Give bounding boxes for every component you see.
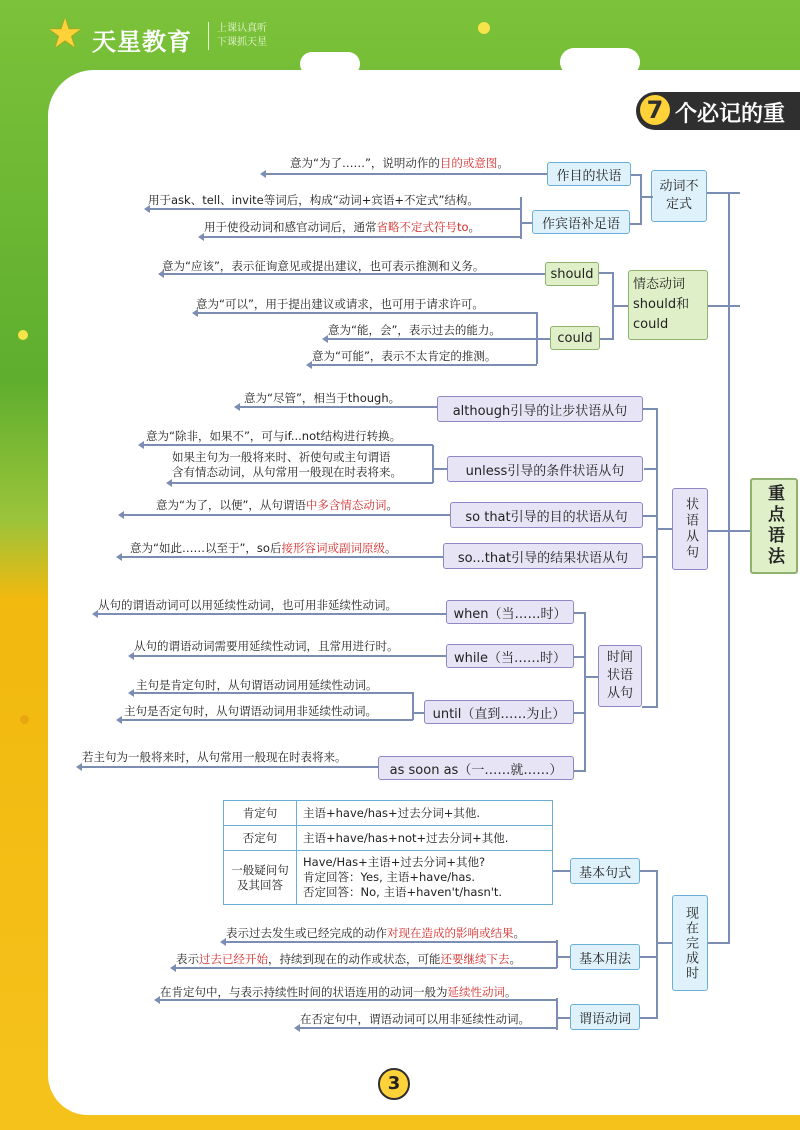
- note-text: [226, 925, 525, 941]
- present-perfect-label: 现在完成时: [683, 905, 698, 981]
- connector-line: [432, 468, 447, 470]
- adverbial-node: [672, 488, 708, 570]
- note-text: [204, 219, 480, 235]
- connector-line: [640, 956, 658, 958]
- should-node: should: [545, 262, 599, 286]
- note-underline-arrow: [236, 406, 437, 408]
- modal-label: 情态动词should和could: [633, 277, 690, 332]
- connector-line: [642, 556, 658, 558]
- connector-line: [630, 223, 642, 225]
- predicate-verb-node: 谓语动词: [570, 1004, 640, 1030]
- note-text: 主句是否定句时，从句谓语动词用非延续性动词。: [124, 704, 377, 718]
- table-cell: 主语+have/has+not+过去分词+其他.: [297, 826, 553, 851]
- connector-line: [640, 174, 642, 224]
- connector-line: [641, 196, 653, 198]
- note-underline-arrow: [78, 766, 378, 768]
- so-that-result-node: so...that引导的结果状语从句: [443, 543, 643, 569]
- note-part: 。: [468, 220, 481, 234]
- until-node: until（直到……为止）: [424, 700, 574, 724]
- note-underline-arrow: [160, 273, 545, 275]
- connector-line: [640, 870, 658, 872]
- note-part: 意为“为了，以便”，从句谓语: [156, 498, 306, 512]
- unless-node: unless引导的条件状语从句: [447, 456, 643, 482]
- note-text: 意为“尽管”，相当于though。: [244, 391, 401, 405]
- note-text: [176, 951, 521, 967]
- note-highlight: 省略不定式符号to: [376, 220, 469, 234]
- basic-usage-node: 基本用法: [570, 944, 640, 970]
- as-soon-as-node: as soon as（一……就……）: [378, 756, 574, 780]
- page-title: 个必记的重: [675, 102, 786, 127]
- note-text: 意为“可能”，表示不太肯定的推测。: [312, 349, 497, 363]
- connector-line: [640, 1017, 658, 1019]
- note-part: 意为“如此……以至于”，so后: [130, 541, 282, 555]
- connector-line: [574, 612, 586, 614]
- could-node: could: [550, 326, 600, 350]
- note-part: ，持续到现在的动作或状态，可能: [268, 952, 441, 966]
- connector-line: [642, 515, 658, 517]
- so-that-node: so that引导的目的状语从句: [450, 502, 643, 528]
- connector-line: [656, 942, 672, 944]
- connector-line: [642, 408, 658, 410]
- note-part: 用于使役动词和感官动词后，通常: [204, 220, 377, 234]
- connector-line: [656, 528, 672, 530]
- note-text: 在否定句中，谓语动词可以用非延续性动词。: [300, 1012, 530, 1026]
- page-number: 3: [378, 1068, 410, 1100]
- brand-slogan: [208, 22, 267, 50]
- time-clause-node: [598, 645, 642, 707]
- note-part: 表示过去发生或已经完成的动作: [226, 926, 387, 940]
- note-underline-arrow: [194, 312, 537, 314]
- note-text: [172, 450, 402, 480]
- sentence-pattern-node: 基本句式: [570, 858, 640, 884]
- note-part: 在肯定句中，与表示持续性时间的状语连用的动词一般为: [160, 985, 448, 999]
- note-text: [130, 540, 396, 556]
- table-head-cell: 否定句: [224, 826, 297, 851]
- note-underline-arrow: [120, 514, 450, 516]
- note-line: 含有情态动词，从句常用一般现在时表将来。: [172, 465, 402, 479]
- note-highlight: 还要继续下去: [440, 952, 510, 966]
- note-part: 。: [384, 541, 397, 555]
- connector-line: [520, 222, 532, 224]
- connector-line: [412, 712, 424, 714]
- connector-line: [584, 612, 586, 772]
- note-underline-arrow: [140, 444, 433, 446]
- root-label: 重点语法: [764, 484, 784, 568]
- note-part: 表示: [176, 952, 199, 966]
- connector-line: [656, 408, 658, 708]
- connector-line: [612, 305, 628, 307]
- decor-dot: [20, 715, 29, 724]
- branch-line: [706, 942, 730, 944]
- table-row: [224, 826, 553, 851]
- note-underline-arrow: [118, 719, 413, 721]
- note-text: 从句的谓语动词需要用延续性动词，且常用进行时。: [134, 639, 399, 653]
- connector-line: [598, 338, 614, 340]
- table-cell: [297, 851, 553, 905]
- connector-line: [556, 998, 558, 1030]
- table-cell-line: Have/Has+主语+过去分词+其他?: [303, 855, 486, 869]
- connector-line: [536, 338, 550, 340]
- connector-line: [574, 712, 586, 714]
- connector-line: [574, 656, 586, 658]
- note-underline-arrow: [130, 655, 446, 657]
- note-part: 。: [505, 985, 517, 999]
- connector-line: [556, 956, 570, 958]
- star-logo-icon: ★: [47, 11, 83, 57]
- table-cell: 主语+have/has+过去分词+其他.: [297, 801, 553, 826]
- note-underline-arrow: [200, 236, 521, 238]
- note-highlight: 延续性动词: [447, 985, 505, 999]
- connector-line: [556, 940, 558, 968]
- note-underline-arrow: [94, 613, 446, 615]
- decor-dot: [478, 22, 490, 34]
- slogan-line: 上课认真听: [217, 23, 267, 34]
- note-underline-arrow: [296, 1027, 557, 1029]
- note-text: [156, 497, 398, 513]
- table-row: [224, 801, 553, 826]
- purpose-node: 作目的状语: [547, 162, 631, 186]
- title-number: 7: [640, 95, 670, 125]
- note-text: 意为“能，会”，表示过去的能力。: [328, 323, 501, 337]
- note-underline-arrow: [172, 967, 557, 969]
- infinitive-node: [651, 170, 707, 222]
- note-part: 。: [497, 156, 509, 170]
- note-text: 主句是肯定句时，从句谓语动词用延续性动词。: [136, 678, 378, 692]
- time-clause-label: 时间状语从句: [606, 650, 633, 701]
- table-head-cell: 一般疑问句及其回答: [224, 851, 297, 905]
- note-part: 。: [513, 926, 525, 940]
- connector-line: [574, 770, 586, 772]
- decor-dot: [18, 330, 28, 340]
- note-underline-arrow: [146, 208, 521, 210]
- brand-name: 天星教育: [92, 28, 192, 56]
- note-part: 意为“为了……”，说明动作的: [290, 156, 440, 170]
- adverbial-label: 状语从句: [683, 497, 698, 561]
- note-highlight: 过去已经开始: [199, 952, 268, 966]
- infinitive-label: 动词不定式: [659, 179, 699, 212]
- note-part: 。: [386, 498, 398, 512]
- note-text: 意为“可以”，用于提出建议或请求，也可用于请求许可。: [196, 297, 484, 311]
- note-text: 意为“应该”，表示征询意见或提出建议，也可表示推测和义务。: [162, 259, 485, 273]
- note-highlight: 中多含情态动词: [305, 498, 387, 512]
- note-underline-arrow: [130, 692, 413, 694]
- note-text: 用于ask、tell、invite等词后，构成“动词+宾语+不定式”结构。: [148, 193, 479, 207]
- note-text: 从句的谓语动词可以用延续性动词，也可用非延续性动词。: [98, 598, 397, 612]
- note-text: [160, 984, 517, 1000]
- table-cell-line: 肯定回答：Yes, 主语+have/has.: [303, 870, 476, 884]
- note-highlight: 目的或意图: [439, 156, 498, 170]
- while-node: while（当……时）: [446, 644, 574, 668]
- table-row: [224, 851, 553, 905]
- connector-line: [520, 197, 522, 239]
- modal-node: [628, 270, 708, 340]
- note-underline-arrow: [118, 556, 443, 558]
- note-underline-arrow: [222, 941, 557, 943]
- note-underline-arrow: [324, 338, 537, 340]
- connector-line: [553, 870, 570, 872]
- table-cell-line: 否定回答：No, 主语+haven't/hasn't.: [303, 885, 503, 899]
- note-underline-arrow: [168, 482, 433, 484]
- note-text: [290, 155, 509, 171]
- branch-line: [706, 192, 730, 194]
- connector-line: [556, 1017, 570, 1019]
- connector-line: [642, 706, 658, 708]
- connector-line: [656, 870, 658, 1018]
- sentence-pattern-table: [223, 800, 553, 905]
- complement-node: 作宾语补足语: [532, 210, 630, 234]
- branch-line: [706, 530, 752, 532]
- slogan-line: 下课抓天星: [217, 37, 267, 48]
- although-node: although引导的让步状语从句: [437, 396, 643, 422]
- present-perfect-node: [672, 895, 708, 991]
- when-node: when（当……时）: [446, 600, 574, 624]
- note-highlight: 接形容词或副词原级: [281, 541, 385, 555]
- connector-line: [630, 174, 642, 176]
- table-head-cell: 肯定句: [224, 801, 297, 826]
- note-underline-arrow: [308, 364, 537, 366]
- note-highlight: 对现在造成的影响或结果: [387, 926, 514, 940]
- connector-line: [412, 692, 414, 720]
- connector-line: [644, 468, 658, 470]
- note-underline-arrow: [262, 173, 547, 175]
- connector-line: [584, 676, 598, 678]
- branch-line: [708, 305, 730, 307]
- connector-line: [432, 445, 434, 483]
- connector-line: [598, 272, 614, 274]
- note-text: 意为“除非，如果不”，可与if...not结构进行转换。: [146, 429, 402, 443]
- note-text: 若主句为一般将来时，从句常用一般现在时表将来。: [82, 750, 347, 764]
- note-line: 如果主句为一般将来时、祈使句或主句谓语: [172, 450, 391, 464]
- note-underline-arrow: [156, 999, 557, 1001]
- root-node: [750, 478, 798, 574]
- note-part: 。: [509, 952, 521, 966]
